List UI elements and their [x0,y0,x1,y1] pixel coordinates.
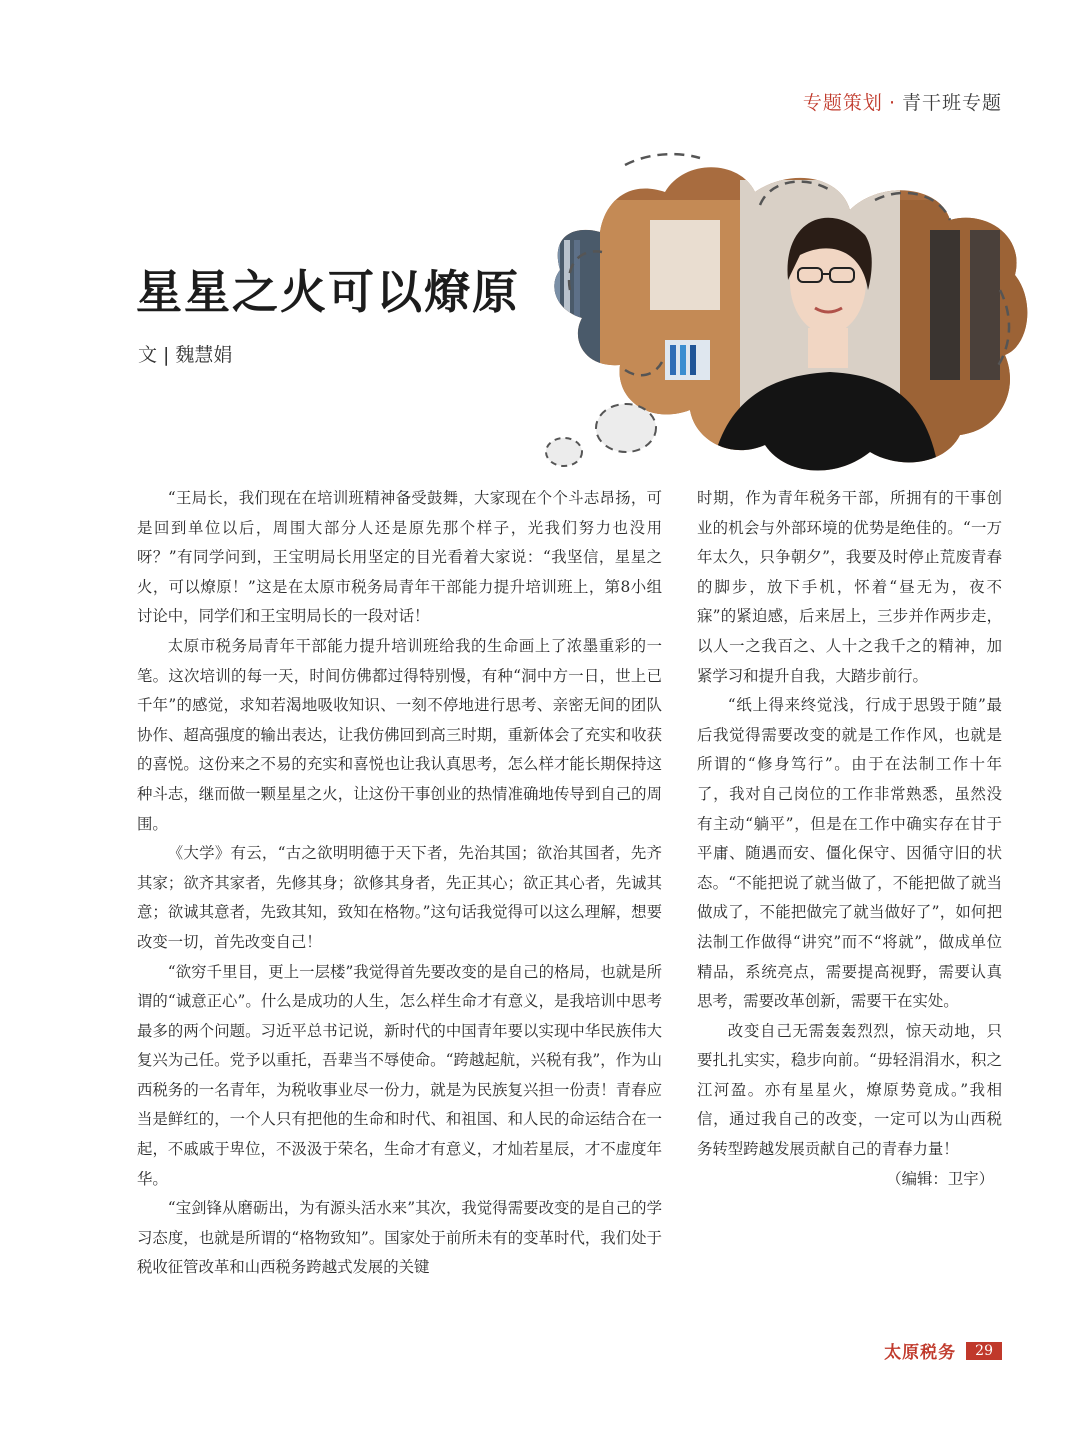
article-paragraph: 改变自己无需轰轰烈烈，惊天动地，只要扎扎实实，稳步向前。“毋轻涓涓水，积之江河盈。亦有星星火，燎原势竟成。”我相信，通过我自己的改变，一定可以为山西税务转型跨越发展贡献自己的青春力量！ [697,1021,1002,1159]
author-name: 魏慧娟 [175,344,233,366]
article-paragraph: “宝剑锋从磨砺出，为有源头活水来”其次，我觉得需要改变的是自己的学习态度，也就是所谓的“格物致知”。国家处于前所未有的变革时代，我们处于税收征管改革和山西税务跨越式发展的关键 [137,1199,662,1277]
page-number: 29 [966,1342,1002,1360]
author-photo [530,140,1050,480]
article-title: 星星之火可以燎原 [136,265,520,319]
editor-note: （编辑：卫宇） [886,1169,994,1188]
magazine-name: 太原税务 [884,1343,957,1363]
article-paragraph: 太原市税务局青年干部能力提升培训班给我的生命画上了浓墨重彩的一笔。这次培训的每一天，时间仿佛都过得特别慢，有种“洞中方一日，世上已千年”的感觉，求知若渴地吸收知识、一刻不停地进行思考、亲密无间的团队协作、超高强度的输出表达，让我仿佛回到高三时期，重新体会了充实和收获的喜悦。这份来之不易的充实和喜悦也让我认真思考，怎么样才能长期保持这种斗志，继而做一颗星星之火，让这份干事创业的热情准确地传导到自己的周围。 [137,636,662,833]
byline [138,340,232,367]
page-footer [884,1338,1002,1363]
article-paragraph: 《大学》有云，“古之欲明明德于天下者，先治其国；欲治其国者，先齐其家；欲齐其家者，先修其身；欲修其身者，先正其心；欲正其心者，先诚其意；欲诚其意者，先致其知，致知在格物。”这句话我觉得可以这么理解，想要改变一切，首先改变自己！ [137,844,662,951]
byline-separator: | [163,344,170,366]
article-paragraph: “欲穷千里目，更上一层楼”我觉得首先要改变的是自己的格局，也就是所谓的“诚意正心”。什么是成功的人生，怎么样生命才有意义，是我培训中思考最多的两个问题。习近平总书记说，新时代的中国青年要以实现中华民族伟大复兴为己任。党予以重托，吾辈当不辱使命。“跨越起航，兴税有我”，作为山西税务的一名青年，为税收事业尽一份力，就是为民族复兴担一份责！青春应当是鲜红的，一个人只有把他的生命和时代、和祖国、和人民的命运结合在一起，不戚戚于卑位，不汲汲于荣名，生命才有意义，才灿若星辰，才不虚度年华。 [137,962,662,1188]
article-column-right [697,484,1002,1194]
section-separator: · [888,92,896,114]
byline-prefix: 文 [138,344,158,366]
article-paragraph-continued: 时期，作为青年税务干部，所拥有的干事创业的机会与外部环境的优势是绝佳的。“一万年太久，只争朝夕”，我要及时停止荒废青春的脚步，放下手机，怀着“昼无为，夜不寐”的紧迫感，后来居上，三步并作两步走，以人一之我百之、人十之我千之的精神，加紧学习和提升自我，大踏步前行。 [697,489,1002,685]
article-column-left [137,484,662,1283]
subsection-label: 青干班专题 [901,92,1002,114]
article-paragraph: “王局长，我们现在在培训班精神备受鼓舞，大家现在个个斗志昂扬，可是回到单位以后，周围大部分人还是原先那个样子，光我们努力也没用呀？”有同学问到，王宝明局长用坚定的目光看着大家说：“我坚信，星星之火，可以燎原！”这是在太原市税务局青年干部能力提升培训班上，第8小组讨论中，同学们和王宝明局长的一段对话！ [137,489,662,626]
section-header [803,88,1002,115]
article-paragraph: “纸上得来终觉浅，行成于思毁于随”最后我觉得需要改变的就是工作作风，也就是所谓的“修身笃行”。由于在法制工作十年了，我对自己岗位的工作非常熟悉，虽然没有主动“躺平”，但是在工作中确实存在甘于平庸、随遇而安、僵化保守、因循守旧的状态。“不能把说了就当做了，不能把做了就当做成了，不能把做完了就当做好了”，如何把法制工作做得“讲究”而不“将就”，做成单位精品，系统亮点，需要提高视野，需要认真思考，需要改革创新，需要干在实处。 [697,696,1002,1011]
section-label: 专题策划 [802,92,883,114]
